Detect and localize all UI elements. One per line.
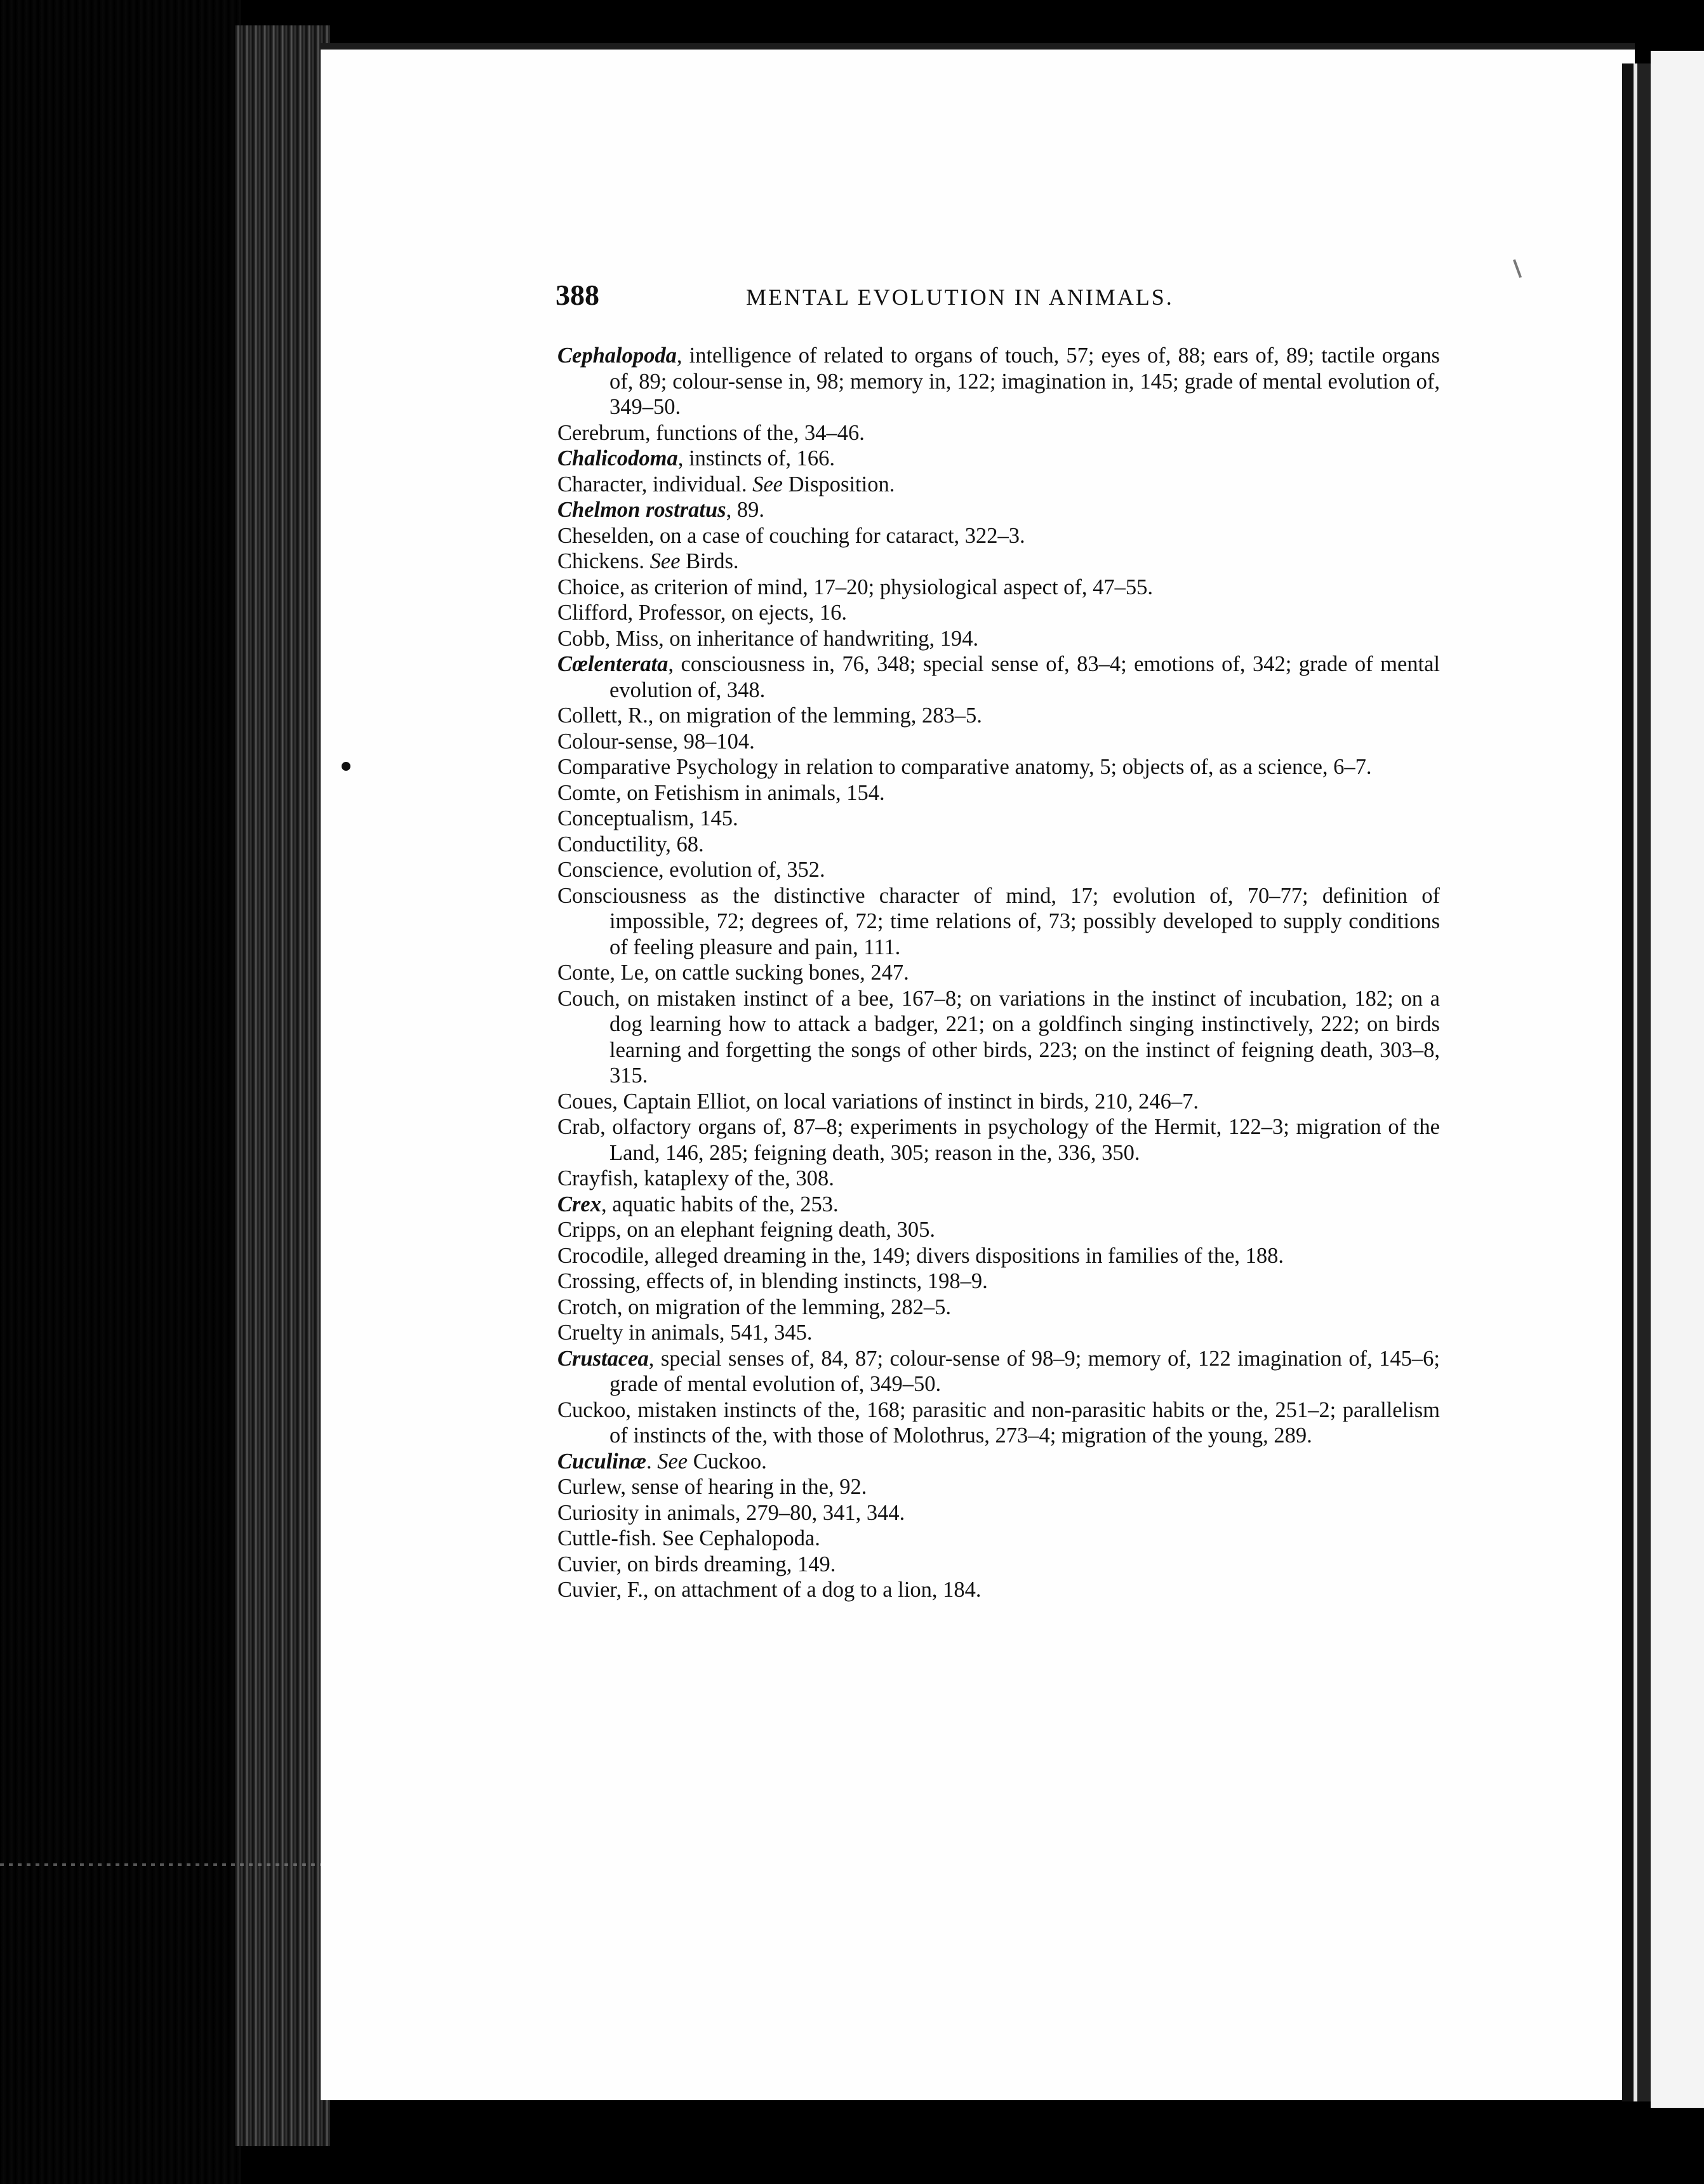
index-entry — [557, 1397, 1440, 1449]
index-text: Cripps, on an elephant feigning death, 305. — [557, 1218, 935, 1242]
index-entry — [557, 420, 1440, 446]
book-page-edges — [235, 25, 330, 2146]
index-entry — [557, 1295, 1440, 1321]
index-term: Cephalopoda — [557, 343, 677, 368]
index-text: Conductility, 68. — [557, 832, 704, 856]
next-page-edge — [1622, 63, 1651, 2101]
index-entry — [557, 1166, 1440, 1192]
index-text: . — [646, 1449, 652, 1474]
next-page-strip — [1651, 51, 1704, 2108]
index-text: Cerebrum, functions of the, 34–46. — [557, 420, 865, 445]
index-text: Colour-sense, 98–104. — [557, 729, 755, 754]
index-entry — [557, 703, 1440, 729]
index-term: Cuculinæ — [557, 1449, 646, 1474]
index-text: Comte, on Fetishism in animals, 154. — [557, 780, 885, 805]
index-text: Crotch, on migration of the lemming, 282–5. — [557, 1295, 951, 1319]
index-text: Clifford, Professor, on ejects, 16. — [557, 601, 847, 625]
index-entry — [557, 1089, 1440, 1115]
index-entry — [557, 729, 1440, 755]
page-number: 388 — [556, 279, 599, 311]
index-term: Crustacea — [557, 1346, 649, 1371]
see-target: Disposition. — [783, 472, 895, 496]
index-entry — [557, 343, 1440, 420]
index-entry — [557, 1552, 1440, 1578]
index-text: , instincts of, 166. — [677, 446, 835, 470]
index-text: Crocodile, alleged dreaming in the, 149; divers dispositions in families of the, 188. — [557, 1243, 1284, 1268]
index-term: Chalicodoma — [557, 446, 678, 470]
index-text: Curlew, sense of hearing in the, 92. — [557, 1475, 867, 1499]
index-text: Cheselden, on a case of couching for cataract, 322–3. — [557, 523, 1025, 548]
index-entry — [557, 883, 1440, 961]
index-entry — [557, 1320, 1440, 1346]
index-text: Crossing, effects of, in blending instincts, 198–9. — [557, 1269, 988, 1293]
index-text: Cuvier, on birds dreaming, 149. — [557, 1552, 836, 1576]
index-entry — [557, 1268, 1440, 1295]
index-entry — [557, 1114, 1440, 1166]
index-text: Collett, R., on migration of the lemming, 283–5. — [557, 703, 982, 728]
index-entry — [557, 472, 1440, 498]
page-header — [556, 278, 1241, 323]
index-text: Crab, olfactory organs of, 87–8; experiments in psychology of the Hermit, 122–3; migration of the Land, 146, 285; feigning death, 305; reason in the, 336, 350. — [557, 1115, 1440, 1165]
see-target: Cuckoo. — [688, 1449, 767, 1474]
index-text: Comparative Psychology in relation to comparative anatomy, 5; objects of, as a science, 6–7. — [557, 755, 1372, 779]
index-term: Crex — [557, 1192, 601, 1216]
index-entry — [557, 575, 1440, 601]
scan-artifact — [0, 1863, 330, 1866]
index-entry — [557, 497, 1440, 523]
index-text: Cuvier, F., on attachment of a dog to a lion, 184. — [557, 1578, 982, 1602]
see-reference: See — [657, 1449, 688, 1474]
index-entry — [557, 1577, 1440, 1603]
index-text: , special senses of, 84, 87; colour-sense of 98–9; memory of, 122 imagination of, 145–6; grade of mental evolution of, 349–50. — [609, 1346, 1440, 1396]
see-reference: See — [752, 472, 783, 496]
index-entry — [557, 832, 1440, 858]
index-entry — [557, 651, 1440, 703]
see-target: Birds. — [680, 549, 739, 573]
index-term: Chelmon rostratus — [557, 498, 726, 522]
running-title: MENTAL EVOLUTION IN ANIMALS. — [746, 284, 1174, 310]
index-entry — [557, 523, 1440, 549]
index-text: Couch, on mistaken instinct of a bee, 167–8; on variations in the instinct of incubation, 182; on a dog learning how to attack a badger, 221; on a goldfinch singing instinctively, 222; on birds learning and forgetting the songs of other birds, 223; on the instinct of feigning death, 303–8, 315. — [557, 986, 1440, 1088]
index-term: Cœlenterata — [557, 652, 669, 676]
index-text: Crayfish, kataplexy of the, 308. — [557, 1166, 834, 1190]
index-entry — [557, 1526, 1440, 1552]
index-entry — [557, 754, 1440, 780]
index-entry — [557, 626, 1440, 652]
margin-dot — [342, 762, 350, 771]
index-entry — [557, 1346, 1440, 1397]
index-entry — [557, 549, 1440, 575]
index-text: Conceptualism, 145. — [557, 806, 738, 830]
index-text: Choice, as criterion of mind, 17–20; physiological aspect of, 47–55. — [557, 575, 1154, 599]
index-text: Chickens. — [557, 549, 645, 573]
index-text: Conte, Le, on cattle sucking bones, 247. — [557, 961, 909, 985]
index-text: Cobb, Miss, on inheritance of handwriting, 194. — [557, 626, 979, 651]
see-reference: See — [649, 549, 681, 573]
index-entry — [557, 1192, 1440, 1218]
index-entry — [557, 780, 1440, 806]
book-spine-shadow — [0, 0, 241, 2184]
index-entry — [557, 960, 1440, 986]
index-text: , 89. — [726, 498, 764, 522]
index-text: , intelligence of related to organs of touch, 57; eyes of, 88; ears of, 89; tactile organs of, 89; colour-sense in, 98; memory in, 122; imagination in, 145; grade of mental evolution of, 349–50. — [609, 343, 1440, 419]
index-entry — [557, 806, 1440, 832]
index-text: Cruelty in animals, 541, 345. — [557, 1321, 813, 1345]
index-entry — [557, 1449, 1440, 1475]
index-text: , consciousness in, 76, 348; special sense of, 83–4; emotions of, 342; grade of mental evolution of, 348. — [609, 652, 1440, 702]
index-text: Conscience, evolution of, 352. — [557, 858, 825, 882]
index-entry — [557, 1500, 1440, 1526]
index-text: Character, individual. — [557, 472, 747, 496]
index-entry — [557, 1217, 1440, 1243]
index-text: , aquatic habits of the, 253. — [601, 1192, 839, 1216]
index-entry — [557, 600, 1440, 626]
index-list — [557, 343, 1440, 1603]
index-entry — [557, 986, 1440, 1089]
index-text: Cuckoo, mistaken instincts of the, 168; parasitic and non-parasitic habits or the, 251–2; parallelism of instincts of the, with those of Molothrus, 273–4; migration of the young, 289. — [557, 1397, 1440, 1448]
index-entry — [557, 446, 1440, 472]
index-text: Cuttle-fish. See Cephalopoda. — [557, 1526, 820, 1550]
index-text: Curiosity in animals, 279–80, 341, 344. — [557, 1500, 905, 1525]
index-entry — [557, 1474, 1440, 1500]
index-text: Consciousness as the distinctive character of mind, 17; evolution of, 70–77; definition of impossible, 72; degrees of, 72; time relations of, 73; possibly developed to supply conditions of feeling pleasure and pain, 111. — [557, 883, 1440, 959]
index-entry — [557, 1243, 1440, 1269]
index-text: Coues, Captain Elliot, on local variations of instinct in birds, 210, 246–7. — [557, 1089, 1199, 1114]
index-entry — [557, 857, 1440, 883]
